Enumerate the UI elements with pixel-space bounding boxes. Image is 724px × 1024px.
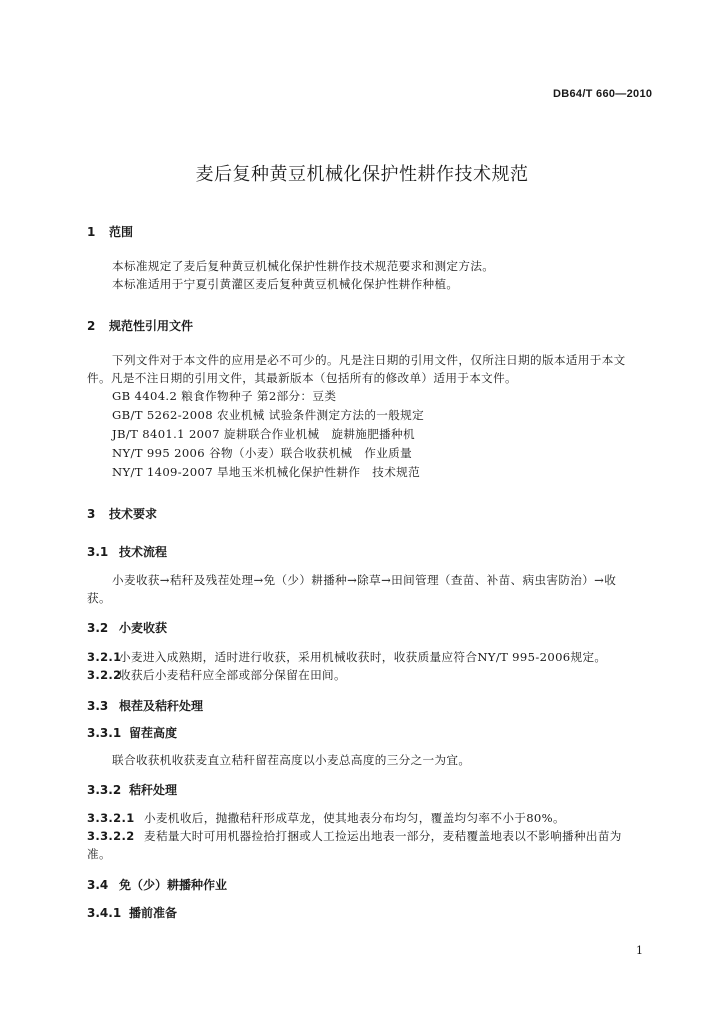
section-title: 范围 xyxy=(109,225,134,239)
clause-3-3-2-2 xyxy=(87,828,622,844)
page-title: 麦后复种黄豆机械化保护性耕作技术规范 xyxy=(195,164,529,185)
clause-number: 3.3.2.2 xyxy=(87,829,135,843)
paragraph-line: 件。凡是不注日期的引用文件，其最新版本（包括所有的修改单）适用于本文件。 xyxy=(87,371,517,385)
clause-text: 小麦机收后，抛撒秸秆形成草龙，使其地表分布均匀，覆盖均匀率不小于80%。 xyxy=(144,811,565,825)
section-number: 3.3 xyxy=(87,699,109,713)
section-title: 秸秆处理 xyxy=(129,783,178,797)
paragraph-line: 获。 xyxy=(87,591,111,605)
clause-3-2-1 xyxy=(87,649,606,665)
section-title: 留茬高度 xyxy=(129,726,178,740)
section-title: 根茬及秸秆处理 xyxy=(119,699,204,713)
section-number: 3.3.2 xyxy=(87,783,122,797)
reference-item: NY/T 995 2006 谷物（小麦）联合收获机械 作业质量 xyxy=(112,446,413,460)
section-title: 播前准备 xyxy=(129,906,178,920)
section-heading-1 xyxy=(87,223,133,240)
section-number: 3.4 xyxy=(87,878,109,892)
section-title: 规范性引用文件 xyxy=(109,319,194,333)
subsection-heading-3-3 xyxy=(87,697,203,714)
paragraph-line: 准。 xyxy=(87,847,111,861)
clause-number: 3.3.2.1 xyxy=(87,811,135,825)
clause-3-3-2-1 xyxy=(87,810,565,826)
section-number: 1 xyxy=(87,225,96,239)
section-heading-3 xyxy=(87,505,157,522)
paragraph-line: 下列文件对于本文件的应用是必不可少的。凡是注日期的引用文件，仅所注日期的版本适用于本文 xyxy=(112,353,626,367)
reference-item: GB/T 5262-2008 农业机械 试验条件测定方法的一般规定 xyxy=(112,408,425,422)
subsection-heading-3-1 xyxy=(87,543,167,560)
paragraph-line: 本标准适用于宁夏引黄灌区麦后复种黄豆机械化保护性耕作种植。 xyxy=(112,277,459,291)
section-title: 小麦收获 xyxy=(119,621,168,635)
document-number: DB64/T 660—2010 xyxy=(553,88,653,100)
section-number: 3 xyxy=(87,507,96,521)
clause-number: 3.2.2 xyxy=(87,668,122,682)
clause-text: 麦秸量大时可用机器捡拾打捆或人工捡运出地表一部分，麦秸覆盖地表以不影响播种出苗为 xyxy=(144,829,622,843)
section-title: 技术要求 xyxy=(109,507,158,521)
subsection-heading-3-2 xyxy=(87,619,167,636)
section-title: 技术流程 xyxy=(119,545,168,559)
reference-item: GB 4404.2 粮食作物种子 第2部分：豆类 xyxy=(112,389,337,403)
paragraph-line: 本标准规定了麦后复种黄豆机械化保护性耕作技术规范要求和测定方法。 xyxy=(112,259,495,273)
subsection-heading-3-4-1 xyxy=(87,904,177,921)
clause-text: 收获后小麦秸秆应全部或部分保留在田间。 xyxy=(119,668,346,682)
subsection-heading-3-3-1 xyxy=(87,724,177,741)
subsection-heading-3-3-2 xyxy=(87,781,177,798)
clause-3-2-2 xyxy=(87,667,346,683)
section-number: 3.2 xyxy=(87,621,109,635)
section-number: 2 xyxy=(87,319,96,333)
section-number: 3.3.1 xyxy=(87,726,122,740)
clause-text: 小麦进入成熟期，适时进行收获，采用机械收获时，收获质量应符合NY/T 995-2006规定。 xyxy=(119,650,607,664)
section-number: 3.1 xyxy=(87,545,109,559)
paragraph-line: 联合收获机收获麦直立秸秆留茬高度以小麦总高度的三分之一为宜。 xyxy=(112,753,471,767)
section-number: 3.4.1 xyxy=(87,906,122,920)
section-title: 免（少）耕播种作业 xyxy=(119,878,228,892)
page-number: 1 xyxy=(636,944,643,957)
reference-item: JB/T 8401.1 2007 旋耕联合作业机械 旋耕施肥播种机 xyxy=(112,427,415,441)
section-heading-2 xyxy=(87,317,193,334)
clause-number: 3.2.1 xyxy=(87,650,122,664)
reference-item: NY/T 1409-2007 旱地玉米机械化保护性耕作 技术规范 xyxy=(112,465,421,479)
paragraph-line: 小麦收获→秸秆及残茬处理→免（少）耕播种→除草→田间管理（查苗、补苗、病虫害防治）→收 xyxy=(112,573,617,587)
subsection-heading-3-4 xyxy=(87,876,227,893)
